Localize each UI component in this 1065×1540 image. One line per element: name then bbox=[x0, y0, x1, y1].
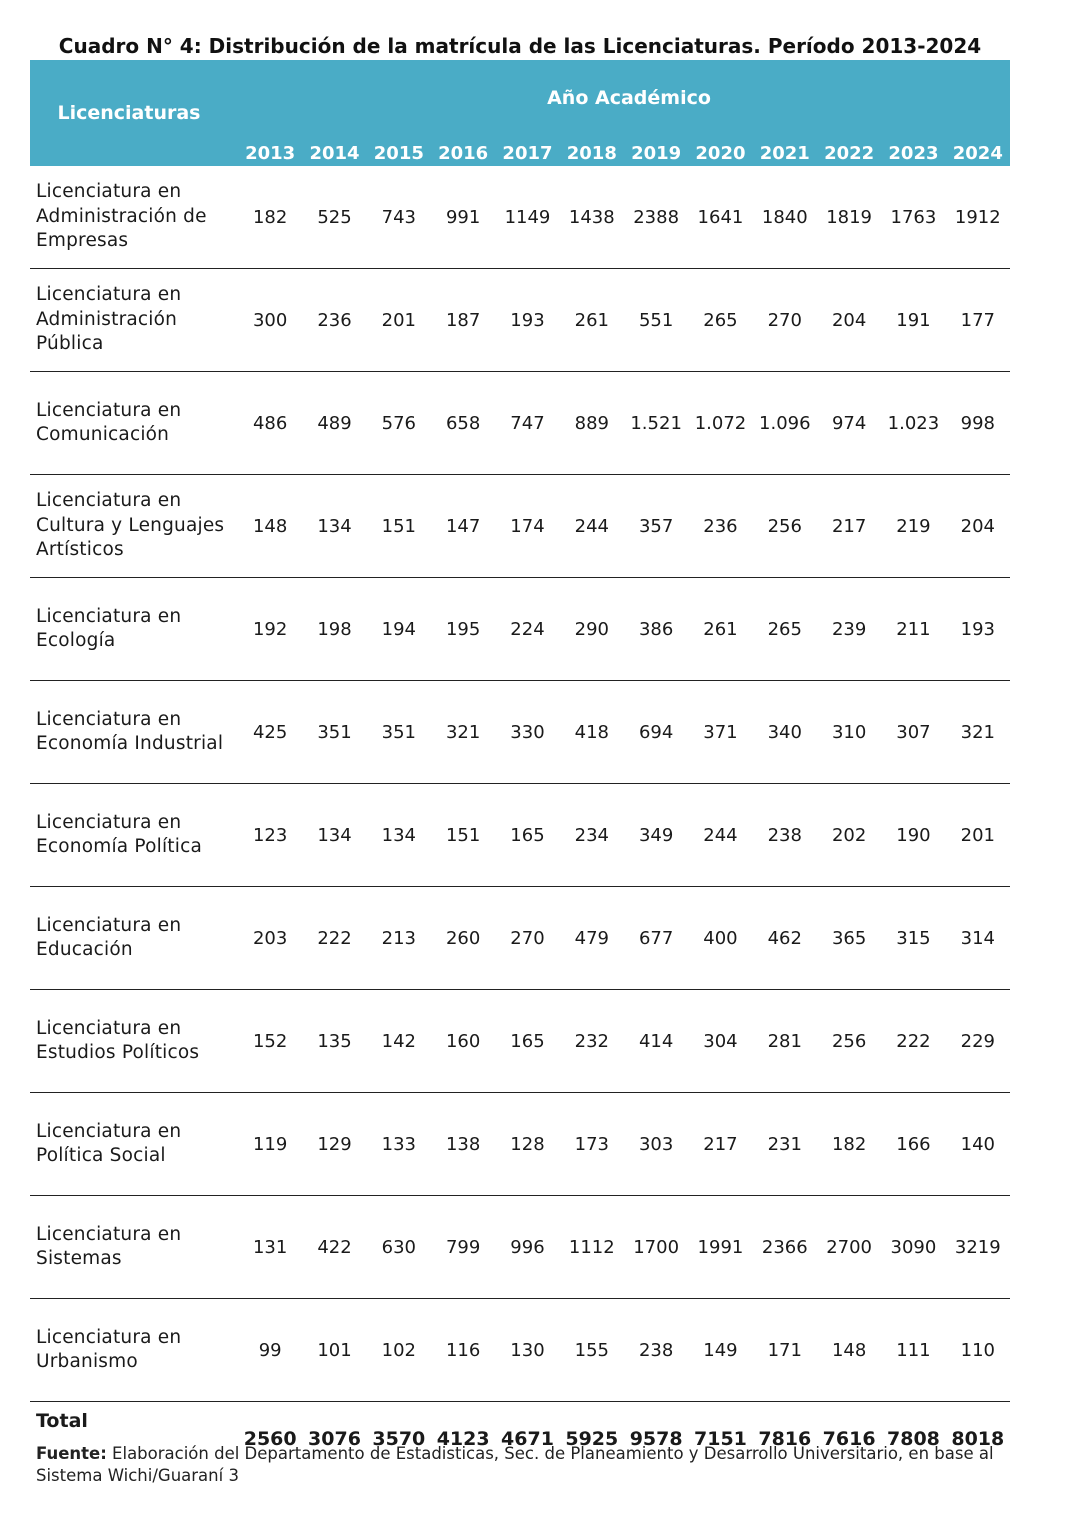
cell-2014: 351 bbox=[302, 681, 366, 784]
cell-2024: 998 bbox=[946, 372, 1010, 475]
total-2014: 3076 bbox=[308, 1428, 361, 1450]
header-year-2017: 2017 bbox=[495, 136, 559, 166]
cell-2022: 239 bbox=[817, 578, 881, 681]
table-row bbox=[30, 784, 1010, 887]
cell-2014: 236 bbox=[302, 269, 366, 372]
cell-2018: 418 bbox=[560, 681, 624, 784]
cell-2021: 270 bbox=[753, 269, 817, 372]
cell-2021: 231 bbox=[753, 1093, 817, 1196]
cell-2024: 110 bbox=[946, 1299, 1010, 1402]
cell-2022: 204 bbox=[817, 269, 881, 372]
row-name: Licenciatura en Comunicación bbox=[30, 372, 238, 475]
row-name: Licenciatura en Administración Pública bbox=[30, 269, 238, 372]
cell-2013: 119 bbox=[238, 1093, 302, 1196]
cell-2013: 182 bbox=[238, 166, 302, 269]
header-year-2016: 2016 bbox=[431, 136, 495, 166]
cell-2014: 489 bbox=[302, 372, 366, 475]
cell-2016: 151 bbox=[431, 784, 495, 887]
total-2022: 7616 bbox=[822, 1428, 876, 1450]
cell-2014: 135 bbox=[302, 990, 366, 1093]
cell-2022: 310 bbox=[817, 681, 881, 784]
cell-2015: 134 bbox=[367, 784, 431, 887]
cell-2014: 134 bbox=[302, 784, 366, 887]
cell-2015: 102 bbox=[367, 1299, 431, 1402]
cell-2015: 576 bbox=[367, 372, 431, 475]
total-2024: 8018 bbox=[951, 1428, 1005, 1450]
cell-2023: 219 bbox=[881, 475, 945, 578]
row-name: Licenciatura en Educación bbox=[30, 887, 238, 990]
cell-2022: 182 bbox=[817, 1093, 881, 1196]
cell-2018: 1112 bbox=[560, 1196, 624, 1299]
cell-2018: 155 bbox=[560, 1299, 624, 1402]
row-name: Licenciatura en Urbanismo bbox=[30, 1299, 238, 1402]
cell-2017: 747 bbox=[495, 372, 559, 475]
cell-2014: 222 bbox=[302, 887, 366, 990]
cell-2021: 256 bbox=[753, 475, 817, 578]
cell-2021: 340 bbox=[753, 681, 817, 784]
cell-2022: 256 bbox=[817, 990, 881, 1093]
table-row bbox=[30, 1299, 1010, 1402]
cell-2022: 202 bbox=[817, 784, 881, 887]
cell-2023: 191 bbox=[881, 269, 945, 372]
table-row bbox=[30, 887, 1010, 990]
cell-2020: 1641 bbox=[688, 166, 752, 269]
cell-2019: 349 bbox=[624, 784, 688, 887]
cell-2016: 799 bbox=[431, 1196, 495, 1299]
row-name: Licenciatura en Administración de Empresas bbox=[30, 166, 238, 269]
cell-2022: 974 bbox=[817, 372, 881, 475]
cell-2014: 134 bbox=[302, 475, 366, 578]
cell-2019: 677 bbox=[624, 887, 688, 990]
cell-2021: 462 bbox=[753, 887, 817, 990]
cell-2018: 173 bbox=[560, 1093, 624, 1196]
enrollment-table bbox=[30, 60, 1010, 1451]
total-2023: 7808 bbox=[887, 1428, 940, 1450]
cell-2016: 116 bbox=[431, 1299, 495, 1402]
cell-2024: 1912 bbox=[946, 166, 1010, 269]
total-2016: 4123 bbox=[436, 1428, 490, 1450]
cell-2022: 217 bbox=[817, 475, 881, 578]
table-row bbox=[30, 166, 1010, 269]
cell-2018: 244 bbox=[560, 475, 624, 578]
cell-2024: 229 bbox=[946, 990, 1010, 1093]
cell-2019: 551 bbox=[624, 269, 688, 372]
header-year-2018: 2018 bbox=[560, 136, 624, 166]
header-year-2019: 2019 bbox=[624, 136, 688, 166]
cell-2020: 1991 bbox=[688, 1196, 752, 1299]
cell-2018: 232 bbox=[560, 990, 624, 1093]
cell-2019: 303 bbox=[624, 1093, 688, 1196]
cell-2014: 101 bbox=[302, 1299, 366, 1402]
cell-2016: 321 bbox=[431, 681, 495, 784]
cell-2022: 365 bbox=[817, 887, 881, 990]
header-year-2015: 2015 bbox=[367, 136, 431, 166]
cell-2023: 111 bbox=[881, 1299, 945, 1402]
total-2017: 4671 bbox=[501, 1428, 554, 1450]
cell-2017: 224 bbox=[495, 578, 559, 681]
table-row bbox=[30, 990, 1010, 1093]
cell-2017: 130 bbox=[495, 1299, 559, 1402]
cell-2013: 123 bbox=[238, 784, 302, 887]
cell-2020: 236 bbox=[688, 475, 752, 578]
cell-2017: 330 bbox=[495, 681, 559, 784]
total-label: Total bbox=[36, 1410, 88, 1432]
cell-2017: 174 bbox=[495, 475, 559, 578]
cell-2020: 149 bbox=[688, 1299, 752, 1402]
cell-2018: 1438 bbox=[560, 166, 624, 269]
cell-2020: 261 bbox=[688, 578, 752, 681]
table-row bbox=[30, 681, 1010, 784]
cell-2016: 160 bbox=[431, 990, 495, 1093]
cell-2017: 996 bbox=[495, 1196, 559, 1299]
cell-2020: 304 bbox=[688, 990, 752, 1093]
cell-2024: 3219 bbox=[946, 1196, 1010, 1299]
cell-2019: 1.521 bbox=[624, 372, 688, 475]
total-2019: 9578 bbox=[629, 1428, 683, 1450]
cell-2014: 525 bbox=[302, 166, 366, 269]
cell-2013: 148 bbox=[238, 475, 302, 578]
cell-2015: 213 bbox=[367, 887, 431, 990]
header-year-2020: 2020 bbox=[688, 136, 752, 166]
cell-2015: 201 bbox=[367, 269, 431, 372]
cell-2015: 630 bbox=[367, 1196, 431, 1299]
cell-2024: 321 bbox=[946, 681, 1010, 784]
source-label: Fuente: bbox=[36, 1444, 107, 1463]
cell-2018: 290 bbox=[560, 578, 624, 681]
cell-2023: 166 bbox=[881, 1093, 945, 1196]
cell-2018: 261 bbox=[560, 269, 624, 372]
cell-2024: 204 bbox=[946, 475, 1010, 578]
header-year-2021: 2021 bbox=[753, 136, 817, 166]
cell-2024: 193 bbox=[946, 578, 1010, 681]
cell-2015: 151 bbox=[367, 475, 431, 578]
cell-2020: 244 bbox=[688, 784, 752, 887]
cell-2021: 2366 bbox=[753, 1196, 817, 1299]
cell-2023: 190 bbox=[881, 784, 945, 887]
cell-2019: 238 bbox=[624, 1299, 688, 1402]
cell-2018: 889 bbox=[560, 372, 624, 475]
row-name: Licenciatura en Política Social bbox=[30, 1093, 238, 1196]
cell-2021: 265 bbox=[753, 578, 817, 681]
total-2015: 3570 bbox=[372, 1428, 426, 1450]
header-year-2023: 2023 bbox=[881, 136, 945, 166]
cell-2022: 1819 bbox=[817, 166, 881, 269]
total-2013: 2560 bbox=[243, 1428, 297, 1450]
cell-2013: 99 bbox=[238, 1299, 302, 1402]
cell-2016: 658 bbox=[431, 372, 495, 475]
cell-2020: 265 bbox=[688, 269, 752, 372]
cell-2019: 694 bbox=[624, 681, 688, 784]
cell-2017: 165 bbox=[495, 990, 559, 1093]
cell-2023: 3090 bbox=[881, 1196, 945, 1299]
cell-2020: 400 bbox=[688, 887, 752, 990]
cell-2019: 1700 bbox=[624, 1196, 688, 1299]
cell-2021: 238 bbox=[753, 784, 817, 887]
cell-2019: 386 bbox=[624, 578, 688, 681]
cell-2015: 142 bbox=[367, 990, 431, 1093]
cell-2020: 371 bbox=[688, 681, 752, 784]
header-licenciaturas: Licenciaturas bbox=[30, 60, 238, 166]
cell-2024: 314 bbox=[946, 887, 1010, 990]
cell-2015: 194 bbox=[367, 578, 431, 681]
cell-2019: 414 bbox=[624, 990, 688, 1093]
cell-2015: 133 bbox=[367, 1093, 431, 1196]
row-name: Licenciatura en Economía Política bbox=[30, 784, 238, 887]
row-name: Licenciatura en Estudios Políticos bbox=[30, 990, 238, 1093]
cell-2021: 1840 bbox=[753, 166, 817, 269]
cell-2013: 131 bbox=[238, 1196, 302, 1299]
cell-2020: 1.072 bbox=[688, 372, 752, 475]
cell-2016: 147 bbox=[431, 475, 495, 578]
table-header bbox=[30, 60, 1010, 166]
cell-2021: 1.096 bbox=[753, 372, 817, 475]
cell-2013: 192 bbox=[238, 578, 302, 681]
table-row bbox=[30, 269, 1010, 372]
table-row bbox=[30, 1093, 1010, 1196]
cell-2024: 201 bbox=[946, 784, 1010, 887]
cell-2013: 425 bbox=[238, 681, 302, 784]
total-2020: 7151 bbox=[694, 1428, 747, 1450]
cell-2015: 743 bbox=[367, 166, 431, 269]
cell-2016: 187 bbox=[431, 269, 495, 372]
cell-2020: 217 bbox=[688, 1093, 752, 1196]
cell-2017: 193 bbox=[495, 269, 559, 372]
cell-2014: 129 bbox=[302, 1093, 366, 1196]
row-name: Licenciatura en Economía Industrial bbox=[30, 681, 238, 784]
cell-2023: 1763 bbox=[881, 166, 945, 269]
cell-2021: 281 bbox=[753, 990, 817, 1093]
header-year-2024: 2024 bbox=[946, 136, 1010, 166]
row-name: Licenciatura en Ecología bbox=[30, 578, 238, 681]
cell-2017: 165 bbox=[495, 784, 559, 887]
table-row bbox=[30, 1196, 1010, 1299]
cell-2014: 198 bbox=[302, 578, 366, 681]
total-2018: 5925 bbox=[565, 1428, 619, 1450]
cell-2023: 307 bbox=[881, 681, 945, 784]
cell-2016: 260 bbox=[431, 887, 495, 990]
table-title: Cuadro N° 4: Distribución de la matrícula de las Licenciaturas. Período 2013-2024 bbox=[58, 34, 982, 58]
cell-2013: 203 bbox=[238, 887, 302, 990]
cell-2013: 152 bbox=[238, 990, 302, 1093]
cell-2014: 422 bbox=[302, 1196, 366, 1299]
cell-2017: 270 bbox=[495, 887, 559, 990]
cell-2021: 171 bbox=[753, 1299, 817, 1402]
cell-2016: 991 bbox=[431, 166, 495, 269]
cell-2019: 2388 bbox=[624, 166, 688, 269]
cell-2017: 128 bbox=[495, 1093, 559, 1196]
cell-2022: 148 bbox=[817, 1299, 881, 1402]
table-body bbox=[30, 166, 1010, 1402]
cell-2015: 351 bbox=[367, 681, 431, 784]
cell-2016: 195 bbox=[431, 578, 495, 681]
header-anio-academico: Año Académico bbox=[238, 60, 1010, 136]
total-2021: 7816 bbox=[758, 1428, 812, 1450]
row-name: Licenciatura en Sistemas bbox=[30, 1196, 238, 1299]
table-row bbox=[30, 372, 1010, 475]
source-text: Elaboración del Departamento de Estadisticas, Sec. de Planeamiento y Desarrollo Universitario, en base al Sistema Wichi/Guaraní 3 bbox=[36, 1444, 994, 1485]
table-row bbox=[30, 578, 1010, 681]
header-year-2014: 2014 bbox=[302, 136, 366, 166]
cell-2018: 234 bbox=[560, 784, 624, 887]
cell-2023: 1.023 bbox=[881, 372, 945, 475]
cell-2013: 486 bbox=[238, 372, 302, 475]
cell-2016: 138 bbox=[431, 1093, 495, 1196]
cell-2023: 315 bbox=[881, 887, 945, 990]
row-name: Licenciatura en Cultura y Lenguajes Artísticos bbox=[30, 475, 238, 578]
cell-2023: 222 bbox=[881, 990, 945, 1093]
header-year-2022: 2022 bbox=[817, 136, 881, 166]
cell-2018: 479 bbox=[560, 887, 624, 990]
table-row bbox=[30, 475, 1010, 578]
cell-2013: 300 bbox=[238, 269, 302, 372]
cell-2022: 2700 bbox=[817, 1196, 881, 1299]
cell-2023: 211 bbox=[881, 578, 945, 681]
source-note bbox=[36, 1443, 1026, 1487]
header-year-2013: 2013 bbox=[238, 136, 302, 166]
cell-2024: 177 bbox=[946, 269, 1010, 372]
cell-2019: 357 bbox=[624, 475, 688, 578]
cell-2017: 1149 bbox=[495, 166, 559, 269]
cell-2024: 140 bbox=[946, 1093, 1010, 1196]
